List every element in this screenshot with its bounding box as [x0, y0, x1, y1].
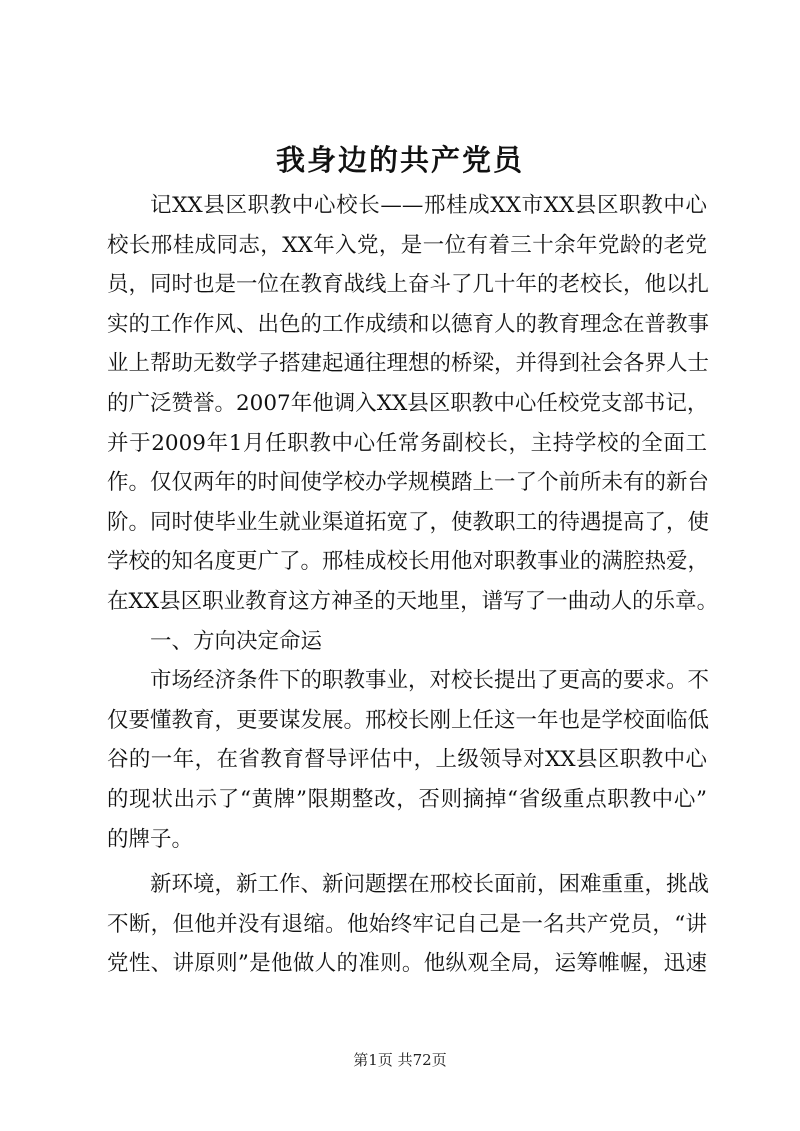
- paragraph-line: 的牌子。: [107, 826, 194, 852]
- paragraph-line: 的现状出示了“黄牌”限期整改，否则摘掉“省级重点职教中心”: [107, 786, 707, 812]
- paragraph-line: 业上帮助无数学子搭建起通往理想的桥梁，并得到社会各界人士: [107, 351, 710, 377]
- document-body: [107, 186, 719, 984]
- paragraph-line: 仅要懂教育，更要谋发展。邢校长刚上任这一年也是学校面临低: [107, 707, 710, 733]
- paragraph-line: 在XX县区职业教育这方神圣的天地里，谱写了一曲动人的乐章。: [107, 588, 719, 614]
- page-footer: 第1页 共72页: [353, 1051, 447, 1069]
- document-title: 我身边的共产党员: [275, 143, 524, 177]
- paragraph-line: 不断，但他并没有退缩。他始终牢记自己是一名共产党员，“讲: [107, 911, 707, 937]
- paragraph-line: 实的工作作风、出色的工作成绩和以德育人的教育理念在普教事: [107, 311, 710, 337]
- paragraph-line: 校长邢桂成同志，XX年入党，是一位有着三十余年党龄的老党: [107, 232, 707, 258]
- paragraph-line: 员，同时也是一位在教育战线上奋斗了几十年的老校长，他以扎: [107, 272, 710, 298]
- paragraph-line: 并于2009年1月任职教中心任常务副校长，主持学校的全面工: [107, 430, 707, 456]
- paragraph-line: 作。仅仅两年的时间使学校办学规模踏上一了个前所未有的新台: [107, 470, 710, 496]
- paragraph-line: 学校的知名度更广了。邢桂成校长用他对职教事业的满腔热爱，: [107, 549, 710, 575]
- paragraph-line: 的广泛赞誉。2007年他调入XX县区职教中心任校党支部书记，: [107, 390, 709, 416]
- paragraph-line: 新环境，新工作、新问题摆在邢校长面前，困难重重，挑战: [150, 872, 710, 898]
- section-heading: 一、方向决定命运: [150, 628, 323, 654]
- paragraph-line: 党性、讲原则”是他做人的准则。他纵观全局，运筹帷幄，迅速: [107, 951, 707, 977]
- paragraph-line: 谷的一年，在省教育督导评估中，上级领导对XX县区职教中心: [107, 747, 707, 773]
- paragraph-line: 市场经济条件下的职教事业，对校长提出了更高的要求。不: [150, 668, 710, 694]
- paragraph-line: 阶。同时使毕业生就业渠道拓宽了，使教职工的待遇提高了，使: [107, 509, 710, 535]
- paragraph-line: 记XX县区职教中心校长——邢桂成XX市XX县区职教中心: [150, 193, 707, 218]
